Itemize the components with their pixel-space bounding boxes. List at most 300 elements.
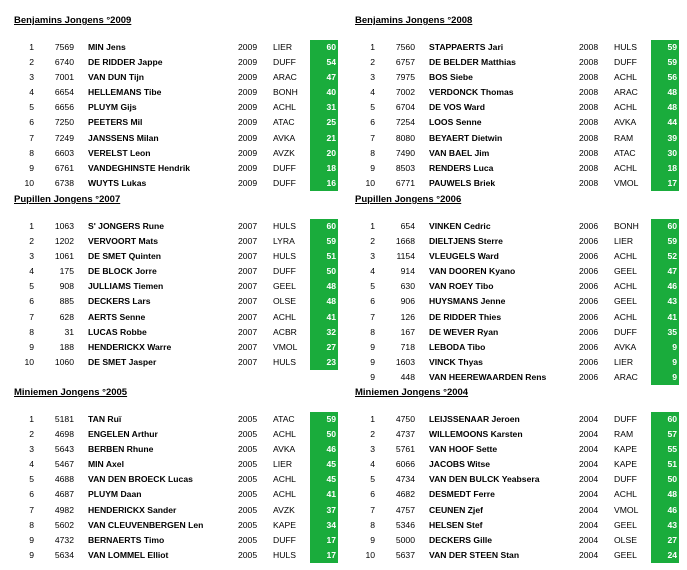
table-row: [14, 340, 344, 355]
athlete-name-cell: RENDERS Luca: [429, 162, 494, 173]
bib-number-cell: 5637: [395, 549, 415, 560]
club-cell: DUFF: [614, 326, 637, 337]
table-row: [355, 264, 685, 279]
table-row: [355, 412, 685, 427]
athlete-name-cell: VAN HOOF Sette: [429, 444, 498, 455]
bib-number-cell: 5467: [54, 459, 74, 470]
points-cell: 46: [651, 279, 679, 294]
athlete-name-cell: VERVOORT Mats: [88, 236, 159, 247]
bib-number-cell: 6761: [54, 162, 74, 173]
athlete-name-cell: S' JONGERS Rune: [88, 221, 165, 231]
points-cell: 25: [310, 115, 338, 130]
club-cell: LIER: [273, 42, 293, 52]
points-cell: 57: [651, 427, 679, 442]
points-cell: 23: [310, 355, 338, 370]
club-cell: KAPE: [614, 459, 637, 470]
birth-year-cell: 2005: [238, 489, 258, 500]
bib-number-cell: 7250: [54, 117, 74, 128]
table-row: [355, 533, 685, 548]
rank-cell: 6: [370, 489, 375, 500]
birth-year-cell: 2008: [579, 87, 599, 98]
bib-number-cell: 188: [59, 341, 74, 352]
table-row: [355, 146, 685, 161]
club-cell: RAM: [614, 132, 634, 143]
section-miniemen-2004: [355, 386, 685, 563]
rank-cell: 2: [29, 429, 34, 440]
bib-number-cell: 4732: [54, 534, 74, 545]
athlete-name-cell: DE VOS Ward: [429, 102, 486, 113]
birth-year-cell: 2007: [238, 296, 258, 307]
athlete-name-cell: BERNAERTS Timo: [88, 534, 165, 545]
athlete-name-cell: LOOS Senne: [429, 117, 482, 128]
section-benjamins-2009: [14, 14, 344, 191]
points-cell: 27: [651, 533, 679, 548]
section-title: Pupillen Jongens °2006: [355, 194, 462, 205]
birth-year-cell: 2006: [579, 371, 599, 382]
birth-year-cell: 2005: [238, 549, 258, 560]
points-cell: 55: [651, 442, 679, 457]
table-row: [355, 503, 685, 518]
birth-year-cell: 2007: [238, 311, 258, 322]
athlete-name-cell: VAN DER STEEN Stan: [429, 549, 520, 560]
points-cell: 60: [651, 412, 679, 427]
bib-number-cell: 31: [64, 326, 74, 337]
rank-cell: 1: [370, 221, 375, 231]
club-cell: BONH: [273, 87, 298, 98]
rank-cell: 4: [370, 459, 375, 470]
table-row: [14, 146, 344, 161]
table-row: [355, 85, 685, 100]
table-row: [355, 548, 685, 563]
club-cell: ACHL: [614, 102, 637, 113]
points-cell: 37: [310, 503, 338, 518]
birth-year-cell: 2004: [579, 489, 599, 500]
athlete-name-cell: DE RIDDER Thies: [429, 311, 502, 322]
birth-year-cell: 2004: [579, 414, 599, 424]
bib-number-cell: 7569: [54, 42, 74, 52]
athlete-name-cell: LEBODA Tibo: [429, 341, 486, 352]
club-cell: HULS: [614, 42, 637, 52]
section-miniemen-2005: [14, 386, 344, 563]
club-cell: HULS: [273, 221, 296, 231]
bib-number-cell: 5643: [54, 444, 74, 455]
club-cell: OLSE: [614, 534, 637, 545]
club-cell: ACHL: [614, 311, 637, 322]
points-cell: 45: [310, 472, 338, 487]
bib-number-cell: 448: [400, 371, 415, 382]
birth-year-cell: 2007: [238, 356, 258, 367]
birth-year-cell: 2006: [579, 326, 599, 337]
athlete-name-cell: PEETERS Mil: [88, 117, 143, 128]
bib-number-cell: 8503: [395, 162, 415, 173]
athlete-name-cell: PLUYM Daan: [88, 489, 142, 500]
rank-cell: 2: [370, 57, 375, 68]
table-row: [14, 131, 344, 146]
points-cell: 40: [310, 85, 338, 100]
birth-year-cell: 2005: [238, 534, 258, 545]
birth-year-cell: 2006: [579, 236, 599, 247]
points-cell: 54: [310, 55, 338, 70]
table-row: [14, 176, 344, 191]
club-cell: ARAC: [614, 87, 638, 98]
birth-year-cell: 2009: [238, 42, 258, 52]
rank-cell: 4: [29, 87, 34, 98]
rank-cell: 1: [29, 221, 34, 231]
club-cell: ACHL: [614, 72, 637, 83]
rank-cell: 10: [24, 177, 34, 188]
points-cell: 16: [310, 176, 338, 191]
rank-cell: 1: [29, 414, 34, 424]
points-cell: 48: [310, 279, 338, 294]
club-cell: ATAC: [273, 117, 295, 128]
rank-cell: 1: [370, 42, 375, 52]
table-row: [14, 355, 344, 370]
club-cell: DUFF: [273, 162, 296, 173]
rank-cell: 8: [29, 326, 34, 337]
points-cell: 50: [651, 472, 679, 487]
table-row: [355, 219, 685, 234]
points-cell: 17: [310, 548, 338, 563]
bib-number-cell: 6656: [54, 102, 74, 113]
athlete-name-cell: DECKERS Lars: [88, 296, 151, 307]
birth-year-cell: 2007: [238, 341, 258, 352]
table-row: [14, 249, 344, 264]
points-cell: 44: [651, 115, 679, 130]
club-cell: OLSE: [273, 296, 296, 307]
section-title: Miniemen Jongens °2004: [355, 387, 469, 398]
club-cell: GEEL: [614, 519, 637, 530]
bib-number-cell: 6066: [395, 459, 415, 470]
bib-number-cell: 4757: [395, 504, 415, 515]
birth-year-cell: 2009: [238, 177, 258, 188]
table-row: [355, 427, 685, 442]
birth-year-cell: 2009: [238, 102, 258, 113]
rank-cell: 1: [29, 42, 34, 52]
bib-number-cell: 4688: [54, 474, 74, 485]
table-row: [14, 219, 344, 234]
bib-number-cell: 5634: [54, 549, 74, 560]
club-cell: AVKA: [614, 117, 637, 128]
athlete-name-cell: WUYTS Lukas: [88, 177, 147, 188]
athlete-name-cell: DIELTJENS Sterre: [429, 236, 503, 247]
rank-cell: 4: [370, 87, 375, 98]
table-row: [355, 279, 685, 294]
table-row: [355, 487, 685, 502]
points-cell: 48: [651, 85, 679, 100]
athlete-name-cell: HELLEMANS Tibe: [88, 87, 162, 98]
rank-cell: 2: [370, 429, 375, 440]
athlete-name-cell: VERDONCK Thomas: [429, 87, 514, 98]
points-cell: 43: [651, 518, 679, 533]
athlete-name-cell: VAN LOMMEL Elliot: [88, 549, 169, 560]
table-row: [355, 161, 685, 176]
birth-year-cell: 2009: [238, 87, 258, 98]
birth-year-cell: 2007: [238, 266, 258, 277]
athlete-name-cell: VAN ROEY Tibo: [429, 281, 494, 292]
rank-cell: 9: [370, 534, 375, 545]
bib-number-cell: 6771: [395, 177, 415, 188]
table-row: [355, 176, 685, 191]
athlete-name-cell: VLEUGELS Ward: [429, 251, 499, 262]
points-cell: 31: [310, 100, 338, 115]
club-cell: AVKA: [614, 341, 637, 352]
club-cell: DUFF: [614, 414, 637, 424]
birth-year-cell: 2006: [579, 221, 599, 231]
rank-cell: 6: [29, 117, 34, 128]
bib-number-cell: 8080: [395, 132, 415, 143]
birth-year-cell: 2005: [238, 504, 258, 515]
table-row: [14, 472, 344, 487]
athlete-name-cell: VINKEN Cedric: [429, 221, 491, 231]
points-cell: 59: [310, 234, 338, 249]
table-row: [355, 234, 685, 249]
bib-number-cell: 167: [400, 326, 415, 337]
bib-number-cell: 7249: [54, 132, 74, 143]
club-cell: KAPE: [614, 444, 637, 455]
points-cell: 51: [651, 457, 679, 472]
birth-year-cell: 2006: [579, 281, 599, 292]
rank-cell: 3: [29, 251, 34, 262]
club-cell: ACHL: [273, 489, 296, 500]
rank-cell: 3: [370, 251, 375, 262]
rank-cell: 5: [29, 281, 34, 292]
birth-year-cell: 2008: [579, 102, 599, 113]
bib-number-cell: 6740: [54, 57, 74, 68]
table-row: [14, 264, 344, 279]
bib-number-cell: 718: [400, 341, 415, 352]
birth-year-cell: 2007: [238, 236, 258, 247]
table-row: [14, 40, 344, 55]
birth-year-cell: 2007: [238, 251, 258, 262]
birth-year-cell: 2008: [579, 117, 599, 128]
points-cell: 34: [310, 518, 338, 533]
points-cell: 43: [651, 294, 679, 309]
points-cell: 21: [310, 131, 338, 146]
club-cell: LIER: [273, 459, 293, 470]
table-row: [355, 457, 685, 472]
bib-number-cell: 6757: [395, 57, 415, 68]
bib-number-cell: 6738: [54, 177, 74, 188]
rank-cell: 5: [370, 474, 375, 485]
bib-number-cell: 630: [400, 281, 415, 292]
bib-number-cell: 5181: [54, 414, 74, 424]
club-cell: VMOL: [614, 177, 639, 188]
athlete-name-cell: DESMEDT Ferre: [429, 489, 495, 500]
rank-cell: 3: [370, 72, 375, 83]
club-cell: GEEL: [614, 549, 637, 560]
bib-number-cell: 628: [59, 311, 74, 322]
birth-year-cell: 2004: [579, 429, 599, 440]
athlete-name-cell: DE SMET Jasper: [88, 356, 157, 367]
rank-cell: 4: [370, 266, 375, 277]
table-row: [14, 161, 344, 176]
points-cell: 59: [651, 55, 679, 70]
bib-number-cell: 4698: [54, 429, 74, 440]
birth-year-cell: 2009: [238, 147, 258, 158]
points-cell: 41: [651, 310, 679, 325]
rank-cell: 5: [29, 102, 34, 113]
points-cell: 18: [310, 161, 338, 176]
athlete-name-cell: VAN HEEREWAARDEN Rens: [429, 371, 547, 382]
points-cell: 59: [651, 234, 679, 249]
athlete-name-cell: VERELST Leon: [88, 147, 151, 158]
club-cell: ARAC: [614, 371, 638, 382]
points-cell: 59: [310, 412, 338, 427]
club-cell: HULS: [273, 356, 296, 367]
rank-cell: 9: [29, 549, 34, 560]
points-cell: 41: [310, 487, 338, 502]
athlete-name-cell: TAN Ruï: [88, 414, 122, 424]
table-row: [14, 487, 344, 502]
table-row: [355, 55, 685, 70]
points-cell: 39: [651, 131, 679, 146]
rank-cell: 1: [370, 414, 375, 424]
bib-number-cell: 5000: [395, 534, 415, 545]
bib-number-cell: 4682: [395, 489, 415, 500]
athlete-name-cell: LEIJSSENAAR Jeroen: [429, 414, 520, 424]
athlete-name-cell: DE BELDER Matthias: [429, 57, 516, 68]
points-cell: 24: [651, 548, 679, 563]
bib-number-cell: 906: [400, 296, 415, 307]
table-row: [14, 325, 344, 340]
athlete-name-cell: BOS Siebe: [429, 72, 473, 83]
bib-number-cell: 4750: [395, 414, 415, 424]
table-row: [355, 249, 685, 264]
table-row: [355, 294, 685, 309]
athlete-name-cell: VAN DEN BULCK Yeabsera: [429, 474, 540, 485]
rank-cell: 4: [29, 459, 34, 470]
rank-cell: 7: [29, 132, 34, 143]
bib-number-cell: 1202: [54, 236, 74, 247]
bib-number-cell: 1060: [54, 356, 74, 367]
athlete-name-cell: DE WEVER Ryan: [429, 326, 499, 337]
table-row: [14, 442, 344, 457]
bib-number-cell: 4687: [54, 489, 74, 500]
birth-year-cell: 2006: [579, 251, 599, 262]
club-cell: DUFF: [614, 474, 637, 485]
rank-cell: 2: [29, 236, 34, 247]
birth-year-cell: 2008: [579, 132, 599, 143]
athlete-name-cell: MIN Jens: [88, 42, 126, 52]
birth-year-cell: 2006: [579, 311, 599, 322]
rank-cell: 10: [365, 549, 375, 560]
club-cell: GEEL: [273, 281, 296, 292]
bib-number-cell: 7490: [395, 147, 415, 158]
rank-cell: 10: [24, 356, 34, 367]
points-cell: 59: [651, 40, 679, 55]
rank-cell: 7: [370, 132, 375, 143]
birth-year-cell: 2007: [238, 326, 258, 337]
rank-cell: 5: [370, 102, 375, 113]
rank-cell: 9: [370, 162, 375, 173]
club-cell: DUFF: [273, 534, 296, 545]
club-cell: GEEL: [614, 296, 637, 307]
club-cell: AVKA: [273, 444, 296, 455]
section-title: Benjamins Jongens °2009: [14, 15, 132, 26]
rank-cell: 5: [370, 281, 375, 292]
points-cell: 20: [310, 146, 338, 161]
points-cell: 32: [310, 325, 338, 340]
athlete-name-cell: HELSEN Stef: [429, 519, 483, 530]
table-row: [14, 70, 344, 85]
birth-year-cell: 2004: [579, 549, 599, 560]
table-row: [14, 457, 344, 472]
bib-number-cell: 5602: [54, 519, 74, 530]
club-cell: AVZK: [273, 147, 295, 158]
table-row: [14, 55, 344, 70]
bib-number-cell: 1603: [395, 356, 415, 367]
club-cell: ACHL: [614, 489, 637, 500]
club-cell: LYRA: [273, 236, 295, 247]
birth-year-cell: 2009: [238, 117, 258, 128]
club-cell: AVZK: [273, 504, 295, 515]
birth-year-cell: 2008: [579, 147, 599, 158]
club-cell: RAM: [614, 429, 634, 440]
birth-year-cell: 2006: [579, 266, 599, 277]
bib-number-cell: 126: [400, 311, 415, 322]
table-row: [14, 100, 344, 115]
club-cell: ACHL: [273, 311, 296, 322]
table-row: [355, 115, 685, 130]
athlete-name-cell: ENGELEN Arthur: [88, 429, 158, 440]
table-row: [14, 533, 344, 548]
athlete-name-cell: HUYSMANS Jenne: [429, 296, 506, 307]
points-cell: 30: [651, 146, 679, 161]
points-cell: 9: [651, 340, 679, 355]
club-cell: HULS: [273, 251, 296, 262]
points-cell: 60: [310, 40, 338, 55]
points-cell: 27: [310, 340, 338, 355]
points-cell: 56: [651, 70, 679, 85]
bib-number-cell: 4737: [395, 429, 415, 440]
birth-year-cell: 2006: [579, 356, 599, 367]
birth-year-cell: 2009: [238, 57, 258, 68]
rank-cell: 9: [29, 534, 34, 545]
birth-year-cell: 2008: [579, 42, 599, 52]
athlete-name-cell: VAN BAEL Jim: [429, 147, 490, 158]
rank-cell: 7: [370, 504, 375, 515]
club-cell: KAPE: [273, 519, 296, 530]
table-row: [14, 427, 344, 442]
athlete-name-cell: STAPPAERTS Jari: [429, 42, 504, 52]
athlete-name-cell: VANDEGHINSTE Hendrik: [88, 162, 191, 173]
points-cell: 45: [310, 457, 338, 472]
rank-cell: 7: [29, 504, 34, 515]
table-row: [14, 234, 344, 249]
rank-cell: 8: [370, 519, 375, 530]
points-cell: 17: [651, 176, 679, 191]
birth-year-cell: 2007: [238, 221, 258, 231]
points-cell: 9: [651, 370, 679, 385]
athlete-name-cell: VAN DEN BROECK Lucas: [88, 474, 193, 485]
rank-cell: 3: [370, 444, 375, 455]
section-pupillen-2007: [14, 193, 344, 370]
club-cell: DUFF: [273, 177, 296, 188]
athlete-name-cell: LUCAS Robbe: [88, 326, 147, 337]
rank-cell: 9: [29, 341, 34, 352]
points-cell: 17: [310, 533, 338, 548]
bib-number-cell: 175: [59, 266, 74, 277]
club-cell: LIER: [614, 236, 634, 247]
table-row: [355, 355, 685, 370]
club-cell: ACHL: [614, 281, 637, 292]
table-row: [14, 115, 344, 130]
table-row: [14, 503, 344, 518]
table-row: [355, 518, 685, 533]
bib-number-cell: 4734: [395, 474, 415, 485]
club-cell: ATAC: [273, 414, 295, 424]
athlete-name-cell: BERBEN Rhune: [88, 444, 154, 455]
